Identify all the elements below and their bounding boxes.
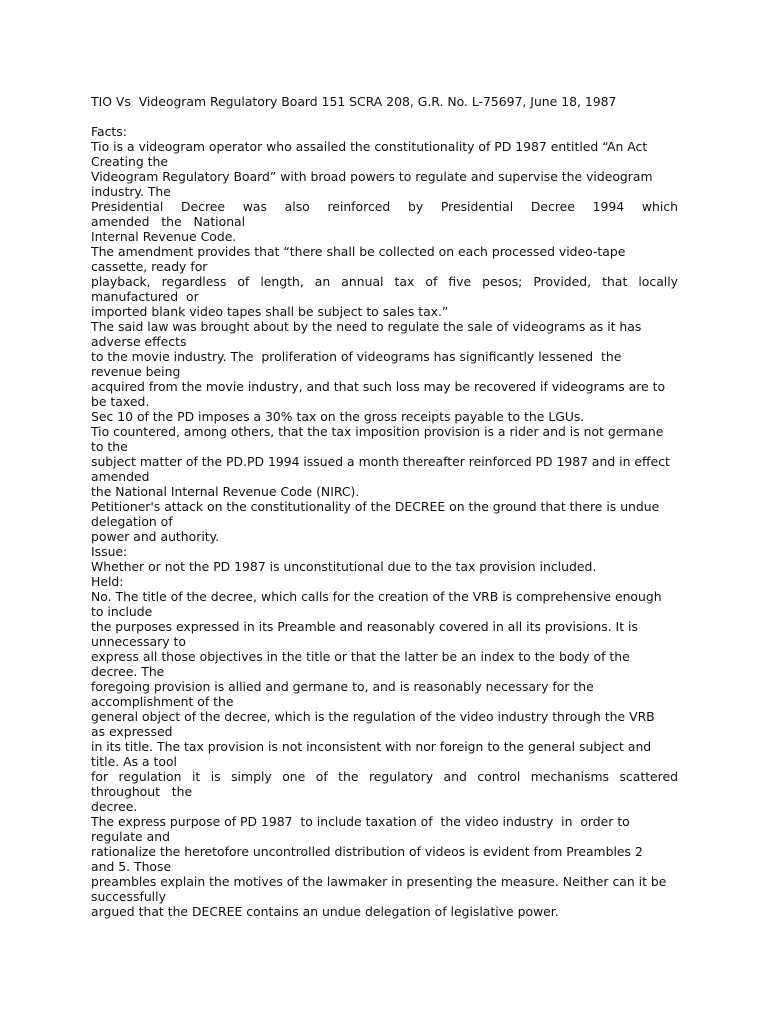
text-line: playback, regardless of length, an annual tax of five pesos; Provided, that locally [91,274,678,289]
text-line: Tio countered, among others, that the tax imposition provision is a rider and is not germane [91,424,664,439]
text-line: power and authority. [91,529,220,544]
text-line: in its title. The tax provision is not inconsistent with nor foreign to the general subject and [91,739,652,754]
text-line: No. The title of the decree, which calls for the creation of the VRB is comprehensive enough [91,589,662,604]
text-line: successfully [91,889,166,904]
text-line: rationalize the heretofore uncontrolled distribution of videos is evident from Preambles 2 [91,844,643,859]
text-line: Videogram Regulatory Board” with broad powers to regulate and supervise the videogram [91,169,653,184]
text-line: amended the National [91,214,246,229]
text-line: preambles explain the motives of the lawmaker in presenting the measure. Neither can it be [91,874,667,889]
text-line: the National Internal Revenue Code (NIRC). [91,484,360,499]
text-line: and 5. Those [91,859,172,874]
text-line: be taxed. [91,394,150,409]
text-line: Whether or not the PD 1987 is unconstitutional due to the tax provision included. [91,559,597,574]
text-line: decree. The [91,664,165,679]
text-line: Petitioner's attack on the constitutionality of the DECREE on the ground that there is undue [91,499,660,514]
text-line: cassette, ready for [91,259,208,274]
text-line: acquired from the movie industry, and that such loss may be recovered if videograms are to [91,379,666,394]
text-line: The express purpose of PD 1987 to include taxation of the video industry in order to [91,814,630,829]
text-line: subject matter of the PD.PD 1994 issued a month thereafter reinforced PD 1987 and in effect [91,454,670,469]
text-line: accomplishment of the [91,694,234,709]
text-line: adverse effects [91,334,187,349]
text-line: to include [91,604,153,619]
text-line: The amendment provides that “there shall be collected on each processed video-tape [91,244,626,259]
text-line: Creating the [91,154,168,169]
text-line: decree. [91,799,138,814]
text-line: Sec 10 of the PD imposes a 30% tax on the gross receipts payable to the LGUs. [91,409,585,424]
text-line: unnecessary to [91,634,186,649]
text-line: argued that the DECREE contains an undue delegation of legislative power. [91,904,559,919]
text-line: the purposes expressed in its Preamble and reasonably covered in all its provisions. It is [91,619,638,634]
text-line: foregoing provision is allied and germane to, and is reasonably necessary for the [91,679,594,694]
text-line: regulate and [91,829,170,844]
text-line: to the [91,439,128,454]
text-line: manufactured or [91,289,199,304]
document-title: TIO Vs Videogram Regulatory Board 151 SCRA 208, G.R. No. L-75697, June 18, 1987 [91,94,617,109]
text-line: title. As a tool [91,754,177,769]
text-line: throughout the [91,784,193,799]
text-line: delegation of [91,514,173,529]
text-line: for regulation it is simply one of the regulatory and control mechanisms scattered [91,769,678,784]
text-line: imported blank video tapes shall be subject to sales tax.” [91,304,449,319]
text-line: as expressed [91,724,173,739]
text-line: industry. The [91,184,171,199]
text-line: The said law was brought about by the need to regulate the sale of videograms as it has [91,319,642,334]
text-line: Held: [91,574,124,589]
text-line: amended [91,469,150,484]
text-line: Presidential Decree was also reinforced by Presidential Decree 1994 which [91,199,678,214]
text-line: express all those objectives in the title or that the latter be an index to the body of the [91,649,630,664]
text-line: general object of the decree, which is the regulation of the video industry through the VRB [91,709,655,724]
text-line: Issue: [91,544,128,559]
document-body [91,94,678,919]
text-line: Tio is a videogram operator who assailed the constitutionality of PD 1987 entitled “An Act [91,139,648,154]
blank-line [91,109,678,124]
text-line: Internal Revenue Code. [91,229,237,244]
text-line: Facts: [91,124,127,139]
text-line: revenue being [91,364,181,379]
text-line: to the movie industry. The proliferation of videograms has significantly lessened the [91,349,622,364]
